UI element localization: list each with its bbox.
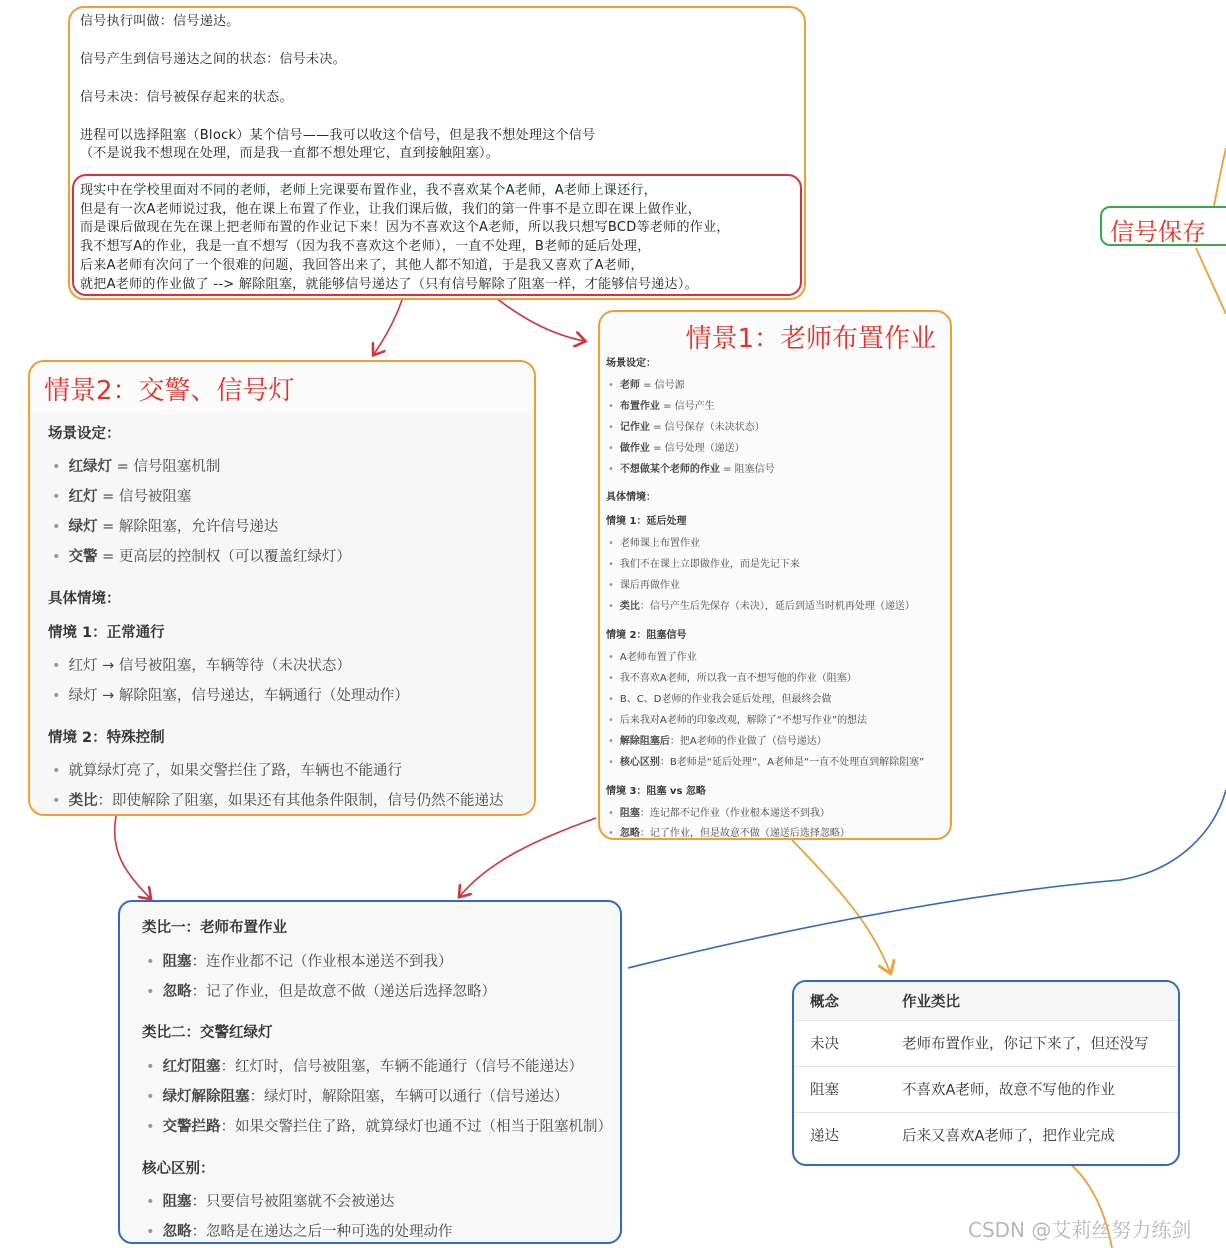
analogy-item: • 阻塞：连作业都不记（作业根本递送不到我） [146,950,453,971]
table-cell: 不喜欢A老师，故意不写他的作业 [902,1082,1115,1099]
table-header-cell: 概念 [810,994,839,1011]
analogy-item: • 忽略：记了作业，但是故意不做（递送后选择忽略） [146,980,496,1001]
line-tag-up [1214,148,1226,206]
story-line: 而是课后做现在先在课上把老师布置的作业记下来！因为不喜欢这个A老师，所以我只想写BCD等老师的作业， [80,220,730,235]
scene2-title: 情景2：交警、信号灯 [44,376,295,406]
scene1-case2-item: • B、C、D老师的作业我会延后处理，但最终会做 [608,690,831,705]
scene1-setup-item: • 布置作业 = 信号产生 [608,397,715,412]
note-line: 信号产生到信号递达之间的状态：信号未决。 [80,52,347,67]
scene2-case1-item: • 绿灯 → 解除阻塞，信号递达，车辆通行（处理动作） [52,684,409,705]
scene1-setup-item: • 老师 = 信号源 [608,376,685,391]
scene1-case2-heading: 情境 2：阻塞信号 [606,630,687,641]
signal-save-label: 信号保存 [1110,218,1206,246]
scene1-case1-item: • 课后再做作业 [608,576,680,591]
table-header-cell: 作业类比 [902,994,960,1011]
story-line: 现实中在学校里面对不同的老师，老师上完课要布置作业，我不喜欢某个A老师，A老师上课还行， [80,183,657,198]
scene1-setup-item: • 记作业 = 信号保存（未决状态） [608,418,765,433]
scene1-case1-item: • 我们不在课上立即做作业，而是先记下来 [608,555,800,570]
analogy-item: • 红灯阻塞：红灯时，信号被阻塞，车辆不能通行（信号不能递达） [146,1055,583,1076]
analogy-card [118,900,622,1244]
story-line: 后来A老师有次问了一个很难的问题，我回答出来了，其他人都不知道，于是我又喜欢了A老师， [80,258,644,273]
scene2-case1-item: • 红灯 → 信号被阻塞，车辆等待（未决状态） [52,654,351,675]
arrow-scene2-to-analogy [115,816,150,898]
table-cell: 阻塞 [810,1082,839,1099]
scene2-setup-item: • 红绿灯 = 信号阻塞机制 [52,455,220,476]
story-highlight-box [72,174,802,296]
table-row [794,1112,1178,1158]
note-line: 信号执行叫做：信号递达。 [80,14,240,29]
analogy-item: • 阻塞：只要信号被阻塞就不会被递达 [146,1190,395,1211]
scene2-setup-item: • 红灯 = 信号被阻塞 [52,485,191,506]
scene1-case2-item: • 解除阻塞后：把A老师的作业做了（信号递达） [608,732,827,747]
scene1-case1-item: • 类比：信号产生后先保存（未决），延后到适当时机再处理（递送） [608,597,915,612]
arrow-scene1-to-analogy [460,818,596,896]
line-tag-down [1196,248,1226,314]
scene1-case2-item: • A老师布置了作业 [608,648,697,663]
note-line: （不是说我不想现在处理，而是我一直都不想处理它，直到接触阻塞）。 [80,146,500,161]
scene1-case1-item: • 老师课上布置作业 [608,534,700,549]
scene2-case2-item: • 就算绿灯亮了，如果交警拦住了路，车辆也不能通行 [52,759,402,780]
table-row [794,1020,1178,1067]
scene1-setup-item: • 不想做某个老师的作业 = 阻塞信号 [608,460,775,475]
analogy-heading: 类比一：老师布置作业 [142,920,287,936]
table-cell: 老师布置作业，你记下来了，但还没写 [902,1036,1149,1053]
scene2-card [28,360,536,816]
note-line: 信号未决：信号被保存起来的状态。 [80,90,293,105]
arrow-scene1-to-table [792,840,890,972]
watermark: CSDN @艾莉丝努力练剑 [968,1218,1192,1242]
table-cell: 未决 [810,1036,839,1053]
scene2-detail-heading: 具体情境： [48,591,121,607]
table-row [794,1066,1178,1113]
table-header-row [794,982,1178,1021]
scene1-card [598,310,952,840]
scene1-title: 情景1：老师布置作业 [685,324,936,354]
table-cell: 后来又喜欢A老师了，把作业完成 [902,1128,1115,1145]
note-line: 进程可以选择阻塞（Block）某个信号——我可以收这个信号，但是我不想处理这个信号 [80,128,596,143]
scene1-case2-item: • 我不喜欢A老师，所以我一直不想写他的作业（阻塞） [608,669,857,684]
concept-table [792,980,1180,1166]
scene1-setup-heading: 场景设定： [606,358,656,369]
scene1-detail-heading: 具体情境： [606,492,656,503]
scene2-case2-item: • 类比：即使解除了阻塞，如果还有其他条件限制，信号仍然不能递达 [52,789,504,810]
scene1-setup-item: • 做作业 = 信号处理（递送） [608,439,745,454]
signal-save-node [1100,206,1226,246]
story-line: 就把A老师的作业做了 --> 解除阻塞，就能够信号递达了（只有信号解除了阻塞一样，才能够信号递达）。 [80,277,698,292]
scene1-case1-heading: 情境 1：延后处理 [606,516,687,527]
analogy-item: • 绿灯解除阻塞：绿灯时，解除阻塞，车辆可以通行（信号递达） [146,1085,569,1106]
scene1-case2-item: • 后来我对A老师的印象改观，解除了“不想写作业”的想法 [608,711,867,726]
analogy-item: • 交警拦路：如果交警拦住了路，就算绿灯也通不过（相当于阻塞机制） [146,1115,612,1136]
scene1-case3-item: • 阻塞：连记都不记作业（作业根本递送不到我） [608,804,830,819]
analogy-heading: 核心区别： [142,1161,215,1177]
analogy-item: • 忽略：忽略是在递达之后一种可选的处理动作 [146,1220,453,1241]
scene2-case2-heading: 情境 2：特殊控制 [48,730,165,746]
story-line: 但是有一次A老师说过我，他在课上布置了作业，让我们课后做，我们的第一件事不是立即在课上做作业， [80,202,701,217]
scene2-setup-heading: 场景设定： [48,426,121,442]
scene2-setup-item: • 绿灯 = 解除阻塞，允许信号递达 [52,515,278,536]
story-line: 我不想写A的作业，我是一直不想写（因为我不喜欢这个老师），一直不处理，B老师的延后处理， [80,239,651,254]
scene1-case2-item: • 核心区别：B老师是“延后处理”，A老师是“一直不处理直到解除阻塞” [608,753,924,768]
analogy-heading: 类比二：交警红绿灯 [142,1025,273,1041]
scene1-case3-heading: 情境 3：阻塞 vs 忽略 [606,786,706,797]
scene2-setup-item: • 交警 = 更高层的控制权（可以覆盖红绿灯） [52,545,351,566]
arrow-note-to-scene2 [374,300,402,354]
scene1-case3-item: • 忽略：记了作业，但是故意不做（递送后选择忽略） [608,824,850,839]
scene2-case1-heading: 情境 1：正常通行 [48,625,165,641]
table-cell: 递达 [810,1128,839,1145]
